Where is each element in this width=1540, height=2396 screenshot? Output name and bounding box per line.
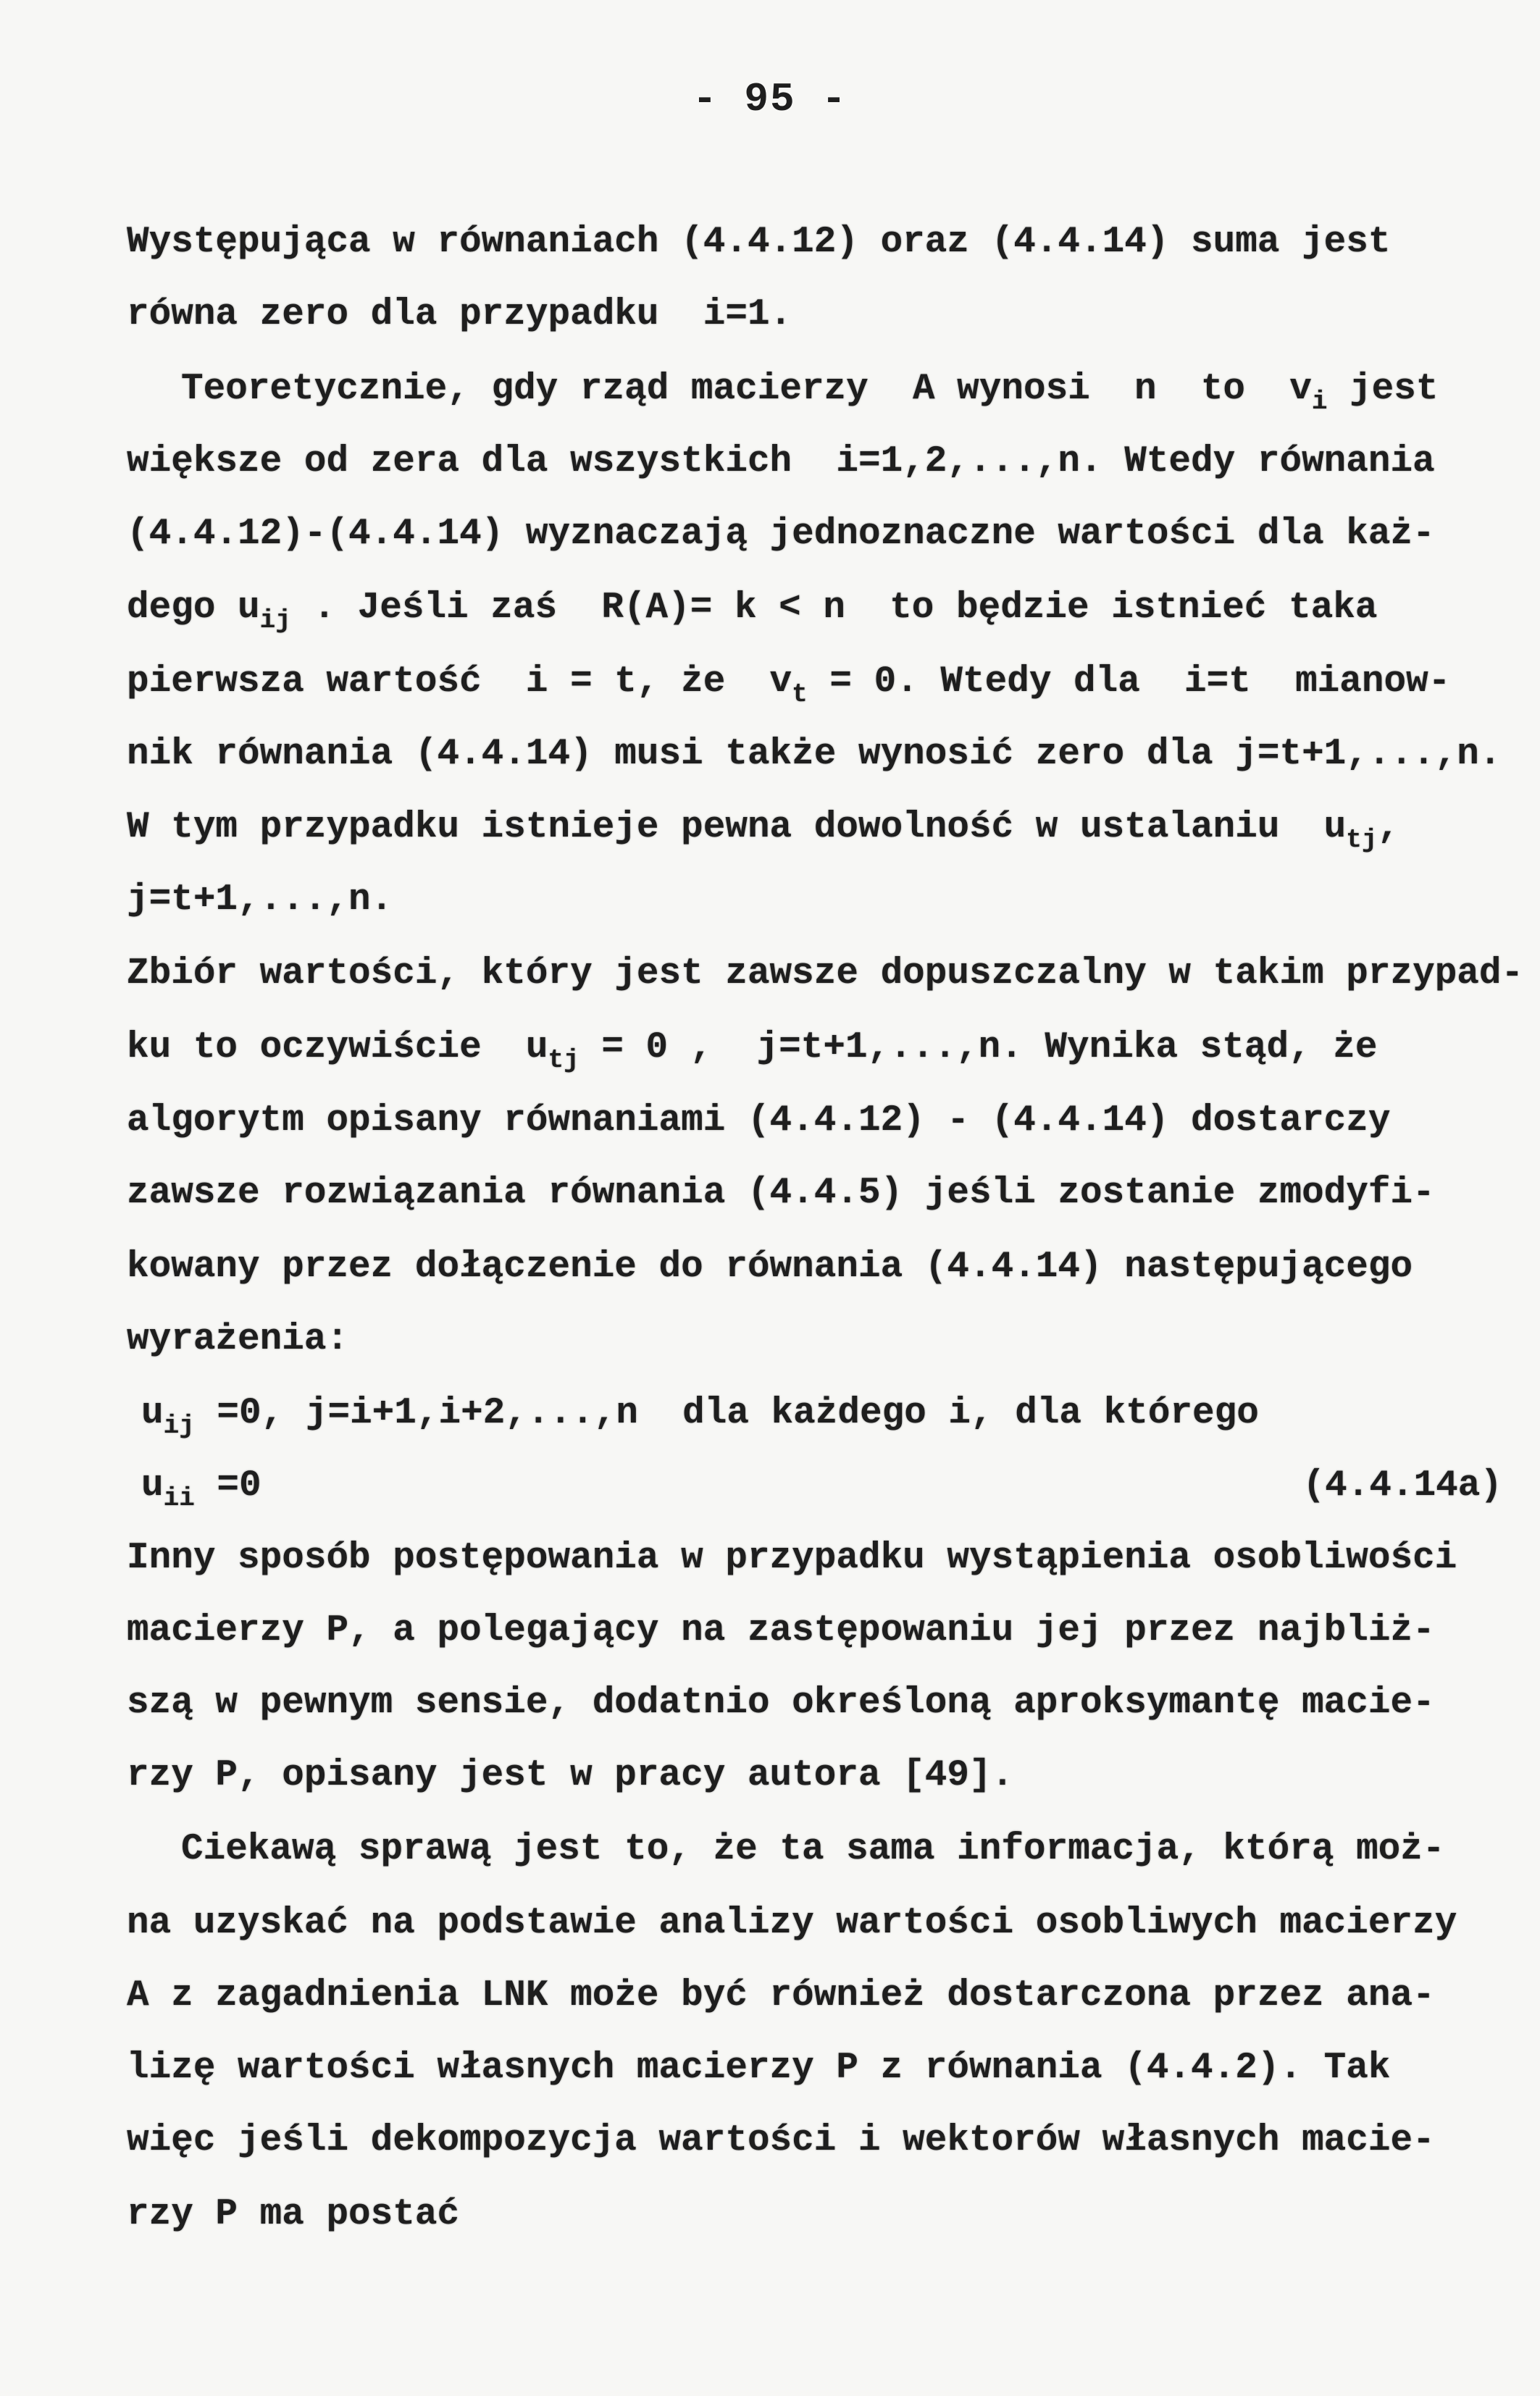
text-line: [127, 661, 1451, 709]
text-line: więc jeśli dekompozycja wartości i wektorów własnych macie-: [127, 2120, 1435, 2161]
text-line: zawsze rozwiązania równania (4.4.5) jeśli zostanie zmodyfi-: [127, 1173, 1435, 1214]
subscript: tj: [1346, 825, 1378, 855]
text-line: A z zagadnienia LNK może być również dostarczona przez ana-: [127, 1975, 1435, 2016]
text-fragment: pierwsza wartość i = t, że v: [127, 661, 792, 703]
text-fragment: = 0 , j=t+1,...,n. Wynika stąd, że: [579, 1027, 1378, 1068]
text-line: rzy P, opisany jest w pracy autora [49].: [127, 1755, 1014, 1796]
text-fragment: . Jeśli zaś R(A)= k < n to będzie istnieć taka: [290, 587, 1378, 629]
formula-line: [141, 1392, 1259, 1441]
text-line: nik równania (4.4.14) musi także wynosić zero dla j=t+1,...,n.: [127, 734, 1502, 775]
text-line: [127, 806, 1400, 855]
subscript: t: [792, 679, 808, 709]
text-line: wyrażenia:: [127, 1319, 349, 1360]
text-fragment: ku to oczywiście u: [127, 1027, 548, 1068]
text-line: szą w pewnym sensie, dodatnio określoną aproksymantę macie-: [127, 1683, 1435, 1724]
text-fragment: ,: [1377, 807, 1400, 848]
formula-line: [141, 1465, 261, 1513]
equation-number: (4.4.14a): [1302, 1465, 1502, 1507]
text-fragment: =0, j=i+1,i+2,...,n dla każdego i, dla którego: [194, 1393, 1259, 1434]
text-line: na uzyskać na podstawie analizy wartości osobliwych macierzy: [127, 1903, 1457, 1944]
subscript: ij: [259, 606, 291, 635]
subscript: tj: [548, 1045, 579, 1075]
text-line: (4.4.12)-(4.4.14) wyznaczają jednoznaczne wartości dla każ-: [127, 514, 1435, 555]
page-number: - 95 -: [692, 76, 848, 122]
text-line: kowany przez dołączenie do równania (4.4.14) następującego: [127, 1247, 1413, 1288]
text-fragment: jest: [1327, 369, 1439, 410]
text-line: lizę wartości własnych macierzy P z równania (4.4.2). Tak: [127, 2048, 1391, 2089]
text-fragment: = 0. Wtedy dla i=t mianow-: [807, 661, 1451, 703]
text-line: [127, 587, 1378, 635]
text-fragment: W tym przypadku istnieje pewna dowolność w ustalaniu u: [127, 807, 1347, 848]
text-line: większe od zera dla wszystkich i=1,2,...,n. Wtedy równania: [127, 441, 1435, 482]
text-line: macierzy P, a polegający na zastępowaniu jej przez najbliż-: [127, 1610, 1435, 1651]
text-fragment: u: [141, 1393, 164, 1434]
text-line: [127, 1026, 1378, 1075]
text-line: równa zero dla przypadku i=1.: [127, 294, 792, 335]
text-fragment: Teoretycznie, gdy rząd macierzy A wynosi n to v: [181, 369, 1312, 410]
text-fragment: u: [141, 1465, 164, 1507]
text-line: Inny sposób postępowania w przypadku wystąpienia osobliwości: [127, 1538, 1457, 1579]
text-line: Zbiór wartości, który jest zawsze dopuszczalny w takim przypad-: [127, 953, 1524, 994]
subscript: ii: [163, 1483, 195, 1513]
subscript: i: [1311, 387, 1328, 416]
text-line: rzy P ma postać: [127, 2194, 460, 2235]
text-line: algorytm opisany równaniami (4.4.12) - (4.4.14) dostarczy: [127, 1100, 1391, 1142]
text-line: Występująca w równaniach (4.4.12) oraz (4.4.14) suma jest: [127, 222, 1391, 263]
text-fragment: dego u: [127, 587, 260, 629]
text-line: j=t+1,...,n.: [127, 879, 393, 921]
subscript: ij: [163, 1411, 195, 1441]
text-line: Ciekawą sprawą jest to, że ta sama informacja, którą moż-: [181, 1829, 1445, 1870]
text-line: [181, 368, 1439, 416]
text-fragment: =0: [194, 1465, 261, 1507]
